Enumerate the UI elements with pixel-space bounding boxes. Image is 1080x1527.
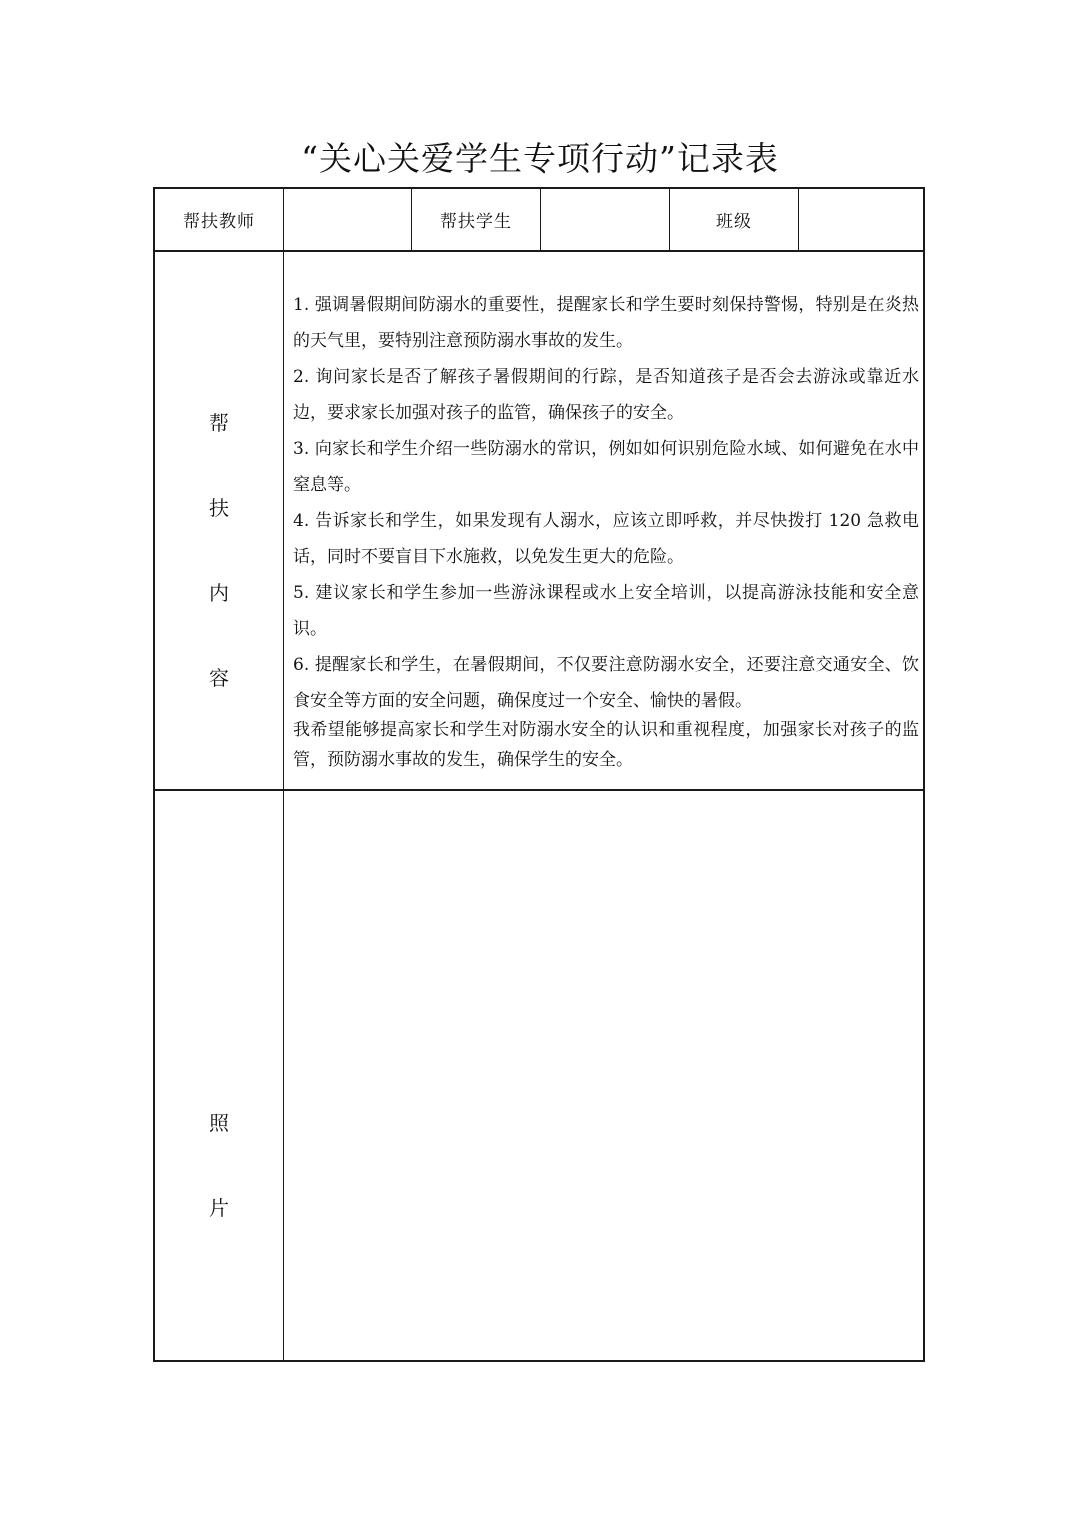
divider — [540, 189, 541, 250]
content-item: 3. 向家长和学生介绍一些防溺水的常识，例如如何识别危险水域、如何避免在水中窒息等。 — [293, 439, 919, 495]
divider — [669, 189, 670, 250]
content-label-char: 帮 — [209, 411, 229, 435]
content-closing: 我希望能够提高家长和学生对防溺水安全的认识和重视程度，加强家长对孩子的监管，预防溺水事故的发生，确保学生的安全。 — [293, 720, 919, 770]
student-label: 帮扶学生 — [440, 212, 512, 232]
content-item: 1. 强调暑假期间防溺水的重要性，提醒家长和学生要时刻保持警惕，特别是在炎热的天气里，要特别注意预防溺水事故的发生。 — [293, 295, 919, 351]
class-label: 班级 — [716, 212, 752, 232]
record-table — [153, 187, 925, 1362]
content-item: 6. 提醒家长和学生，在暑假期间，不仅要注意防溺水安全，还要注意交通安全、饮食安全等方面的安全问题，确保度过一个安全、愉快的暑假。 — [293, 655, 919, 711]
content-item: 2. 询问家长是否了解孩子暑假期间的行踪，是否知道孩子是否会去游泳或靠近水边，要求家长加强对孩子的监管，确保孩子的安全。 — [293, 367, 919, 423]
teacher-label: 帮扶教师 — [183, 212, 255, 232]
class-value[interactable] — [799, 189, 923, 250]
document-title: “关心关爱学生专项行动”记录表 — [301, 139, 779, 178]
photo-label-char: 照 — [209, 1111, 229, 1135]
photo-area[interactable] — [285, 791, 923, 1360]
student-value[interactable] — [541, 189, 669, 250]
teacher-value[interactable] — [284, 189, 411, 250]
content-item: 4. 告诉家长和学生，如果发现有人溺水，应该立即呼救，并尽快拨打 120 急救电话，同时不要盲目下水施救，以免发生更大的危险。 — [293, 511, 919, 567]
divider — [411, 189, 412, 250]
divider — [283, 189, 284, 1360]
content-label-char: 容 — [209, 666, 229, 690]
photo-label-char: 片 — [209, 1196, 229, 1220]
content-label-char: 内 — [209, 581, 229, 605]
assistance-content — [293, 287, 919, 775]
content-item: 5. 建议家长和学生参加一些游泳课程或水上安全培训，以提高游泳技能和安全意识。 — [293, 583, 919, 639]
divider — [798, 189, 799, 250]
content-label-char: 扶 — [209, 496, 229, 520]
content-section-label — [155, 251, 283, 789]
photo-section-label — [155, 791, 283, 1360]
